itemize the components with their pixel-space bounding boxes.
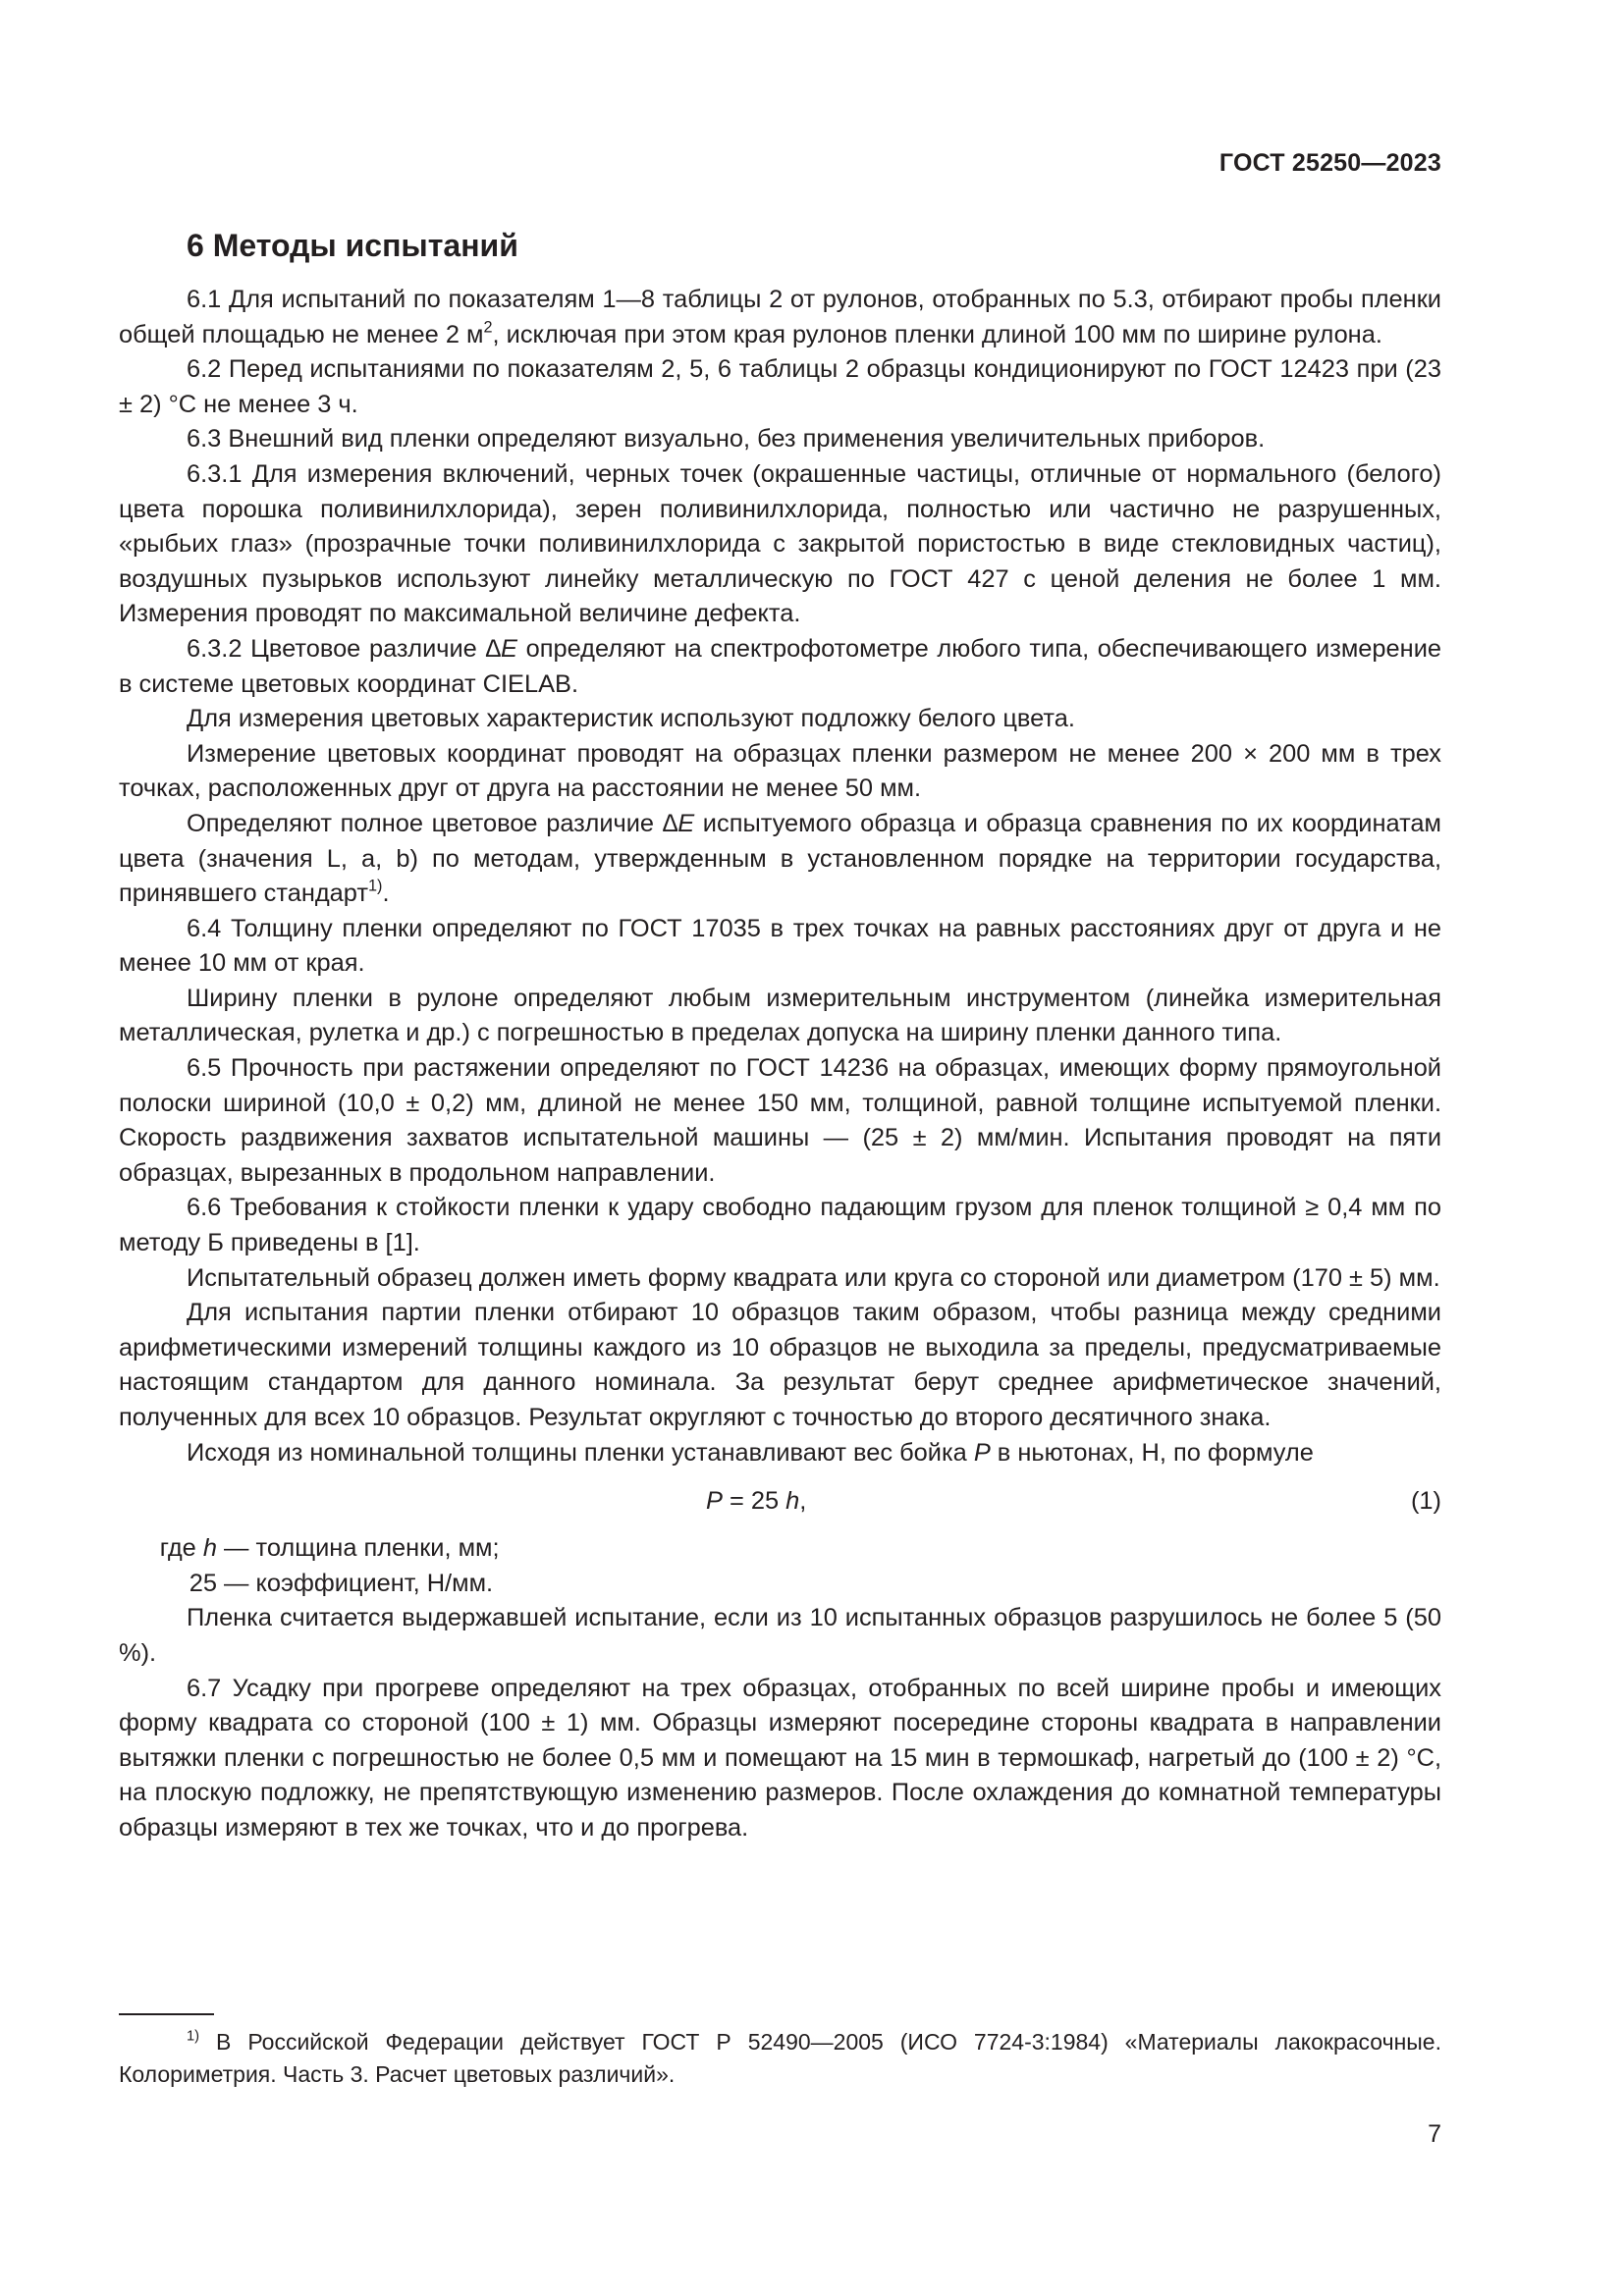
document-header: ГОСТ 25250—2023 (1218, 149, 1441, 177)
paragraph-test-sample: Испытательный образец должен иметь форму квадрата или круга со стороной или диаметром (170 ± 5) мм. (187, 1263, 1440, 1292)
where-25: 25 — коэффициент, Н/мм. (189, 1569, 494, 1597)
paragraph-batch-test: Для испытания партии пленки отбирают 10 образцов таким образом, чтобы разница между средними арифметическими измерений толщины каждого из 10 образцов не выходила за пределы, предусматриваемые настоящим стандартом для данного номинала. За результат берут среднее арифметическое значений, полученных для всех 10 образцов. Результат округляют с точностью до второго десятичного знака. (119, 1299, 1441, 1431)
paragraph-color-measurement: Измерение цветовых координат проводят на образцах пленки размером не менее 200 × 200 мм в трех точках, расположенных друг от друга на расстоянии не менее 50 мм. (119, 739, 1441, 803)
paragraph-6-7: 6.7 Усадку при прогреве определяют на трех образцах, отобранных по всей ширине пробы и имеющих форму квадрата со стороной (100 ± 1) мм. Образцы измеряют посередине стороны квадрата в направлении вытяжки пленки с погрешностью не более 0,5 мм и помещают на 15 мин в термошкаф, нагретый до (100 ± 2) °С, на плоскую подложку, не препятствующую изменению размеров. После охлаждения до комнатной температуры образцы измеряют в тех же точках, что и до прогрева. (119, 1674, 1441, 1842)
paragraph-test-passed: Пленка считается выдержавшей испытание, если из 10 испытанных образцов разрушилось не более 5 (50 %). (119, 1604, 1441, 1667)
page-number: 7 (1428, 2120, 1441, 2148)
paragraph-6-3-1: 6.3.1 Для измерения включений, черных точек (окрашенные частицы, отличные от нормального (белого) цвета порошка поливинилхлорида), зерен поливинилхлорида, полностью или частично не разрушенных, «рыбьих глаз» (прозрачные точки поливинилхлорида с закрытой пористостью в виде стекловидных частиц), воздушных пузырьков используют линейку металлическую по ГОСТ 427 с ценой деления не более 1 мм. Измерения проводят по максимальной величине дефекта. (119, 459, 1441, 628)
paragraph-roll-width: Ширину пленки в рулоне определяют любым измерительным инструментом (линейка измерительная металлическая, рулетка и др.) с погрешностью в пределах допуска на ширину пленки данного типа. (119, 984, 1441, 1047)
section-title: 6 Методы испытаний (187, 228, 518, 263)
paragraph-striker-weight: Исходя из номинальной толщины пленки устанавливают вес бойка P в ньютонах, Н, по формуле (187, 1438, 1314, 1467)
footnote-divider (119, 2013, 214, 2015)
formula-1 (119, 1480, 1441, 1523)
paragraph-6-2: 6.2 Перед испытаниями по показателям 2, 5, 6 таблицы 2 образцы кондиционируют по ГОСТ 12423 при (23 ± 2) °С не менее 3 ч. (119, 355, 1441, 418)
paragraph-6-4: 6.4 Толщину пленки определяют по ГОСТ 17035 в трех точках на равных расстояниях друг от друга и не менее 10 мм от края. (119, 914, 1441, 978)
formula-expression: P = 25 h, (706, 1487, 807, 1516)
footnote (119, 2026, 1441, 2091)
paragraph-6-5: 6.5 Прочность при растяжении определяют по ГОСТ 14236 на образцах, имеющих форму прямоугольной полоски шириной (10,0 ± 0,2) мм, длиной не менее 150 мм, толщиной, равной толщине испытуемой пленки. Скорость раздвижения захватов испытательной машины — (25 ± 2) мм/мин. Испытания проводят на пяти образцах, вырезанных в продольном направлении. (119, 1054, 1441, 1187)
paragraph-full-color-difference: Определяют полное цветовое различие ∆E испытуемого образца и образца сравнения по их координатам цвета (значения L, a, b) по методам, утвержденным в установленном порядке на территории государства, принявшего стандарт$^{1)}$. (119, 809, 1441, 908)
delta-e-symbol: ∆E (485, 634, 517, 663)
paragraph-6-6: 6.6 Требования к стойкости пленки к удару свободно падающим грузом для пленок толщиной ≥ 0,4 мм по методу Б приведены в [1]. (119, 1194, 1441, 1257)
paragraph-6-3-2: 6.3.2 Цветовое различие ∆E определяют на спектрофотометре любого типа, обеспечивающего измерение в системе цветовых координат CIELAB. (119, 634, 1441, 698)
body-text (119, 283, 1441, 1846)
paragraph-white-substrate: Для измерения цветовых характеристик используют подложку белого цвета. (187, 705, 1075, 733)
paragraph-6-3: 6.3 Внешний вид пленки определяют визуально, без применения увеличительных приборов. (187, 425, 1266, 454)
delta-e-symbol: ∆E (662, 809, 695, 837)
formula-number: (1) (1410, 1487, 1441, 1516)
footnote-marker: 1) (187, 2028, 200, 2045)
footnote-reference: 1) (368, 877, 383, 895)
where-h: где h — толщина пленки, мм; (159, 1534, 500, 1563)
paragraph-6-1: 6.1 Для испытаний по показателям 1—8 таблицы 2 от рулонов, отобранных по 5.3, отбирают пробы пленки общей площадью не менее 2 $м^2$, исключая при этом края рулонов пленки длиной 100 мм по ширине рулона. (119, 286, 1441, 348)
footnote-text: В Российской Федерации действует ГОСТ Р 52490—2005 (ИСО 7724-3:1984) «Материалы лакокрасочные. Колориметрия. Часть 3. Расчет цветовых различий». (119, 2029, 1441, 2087)
